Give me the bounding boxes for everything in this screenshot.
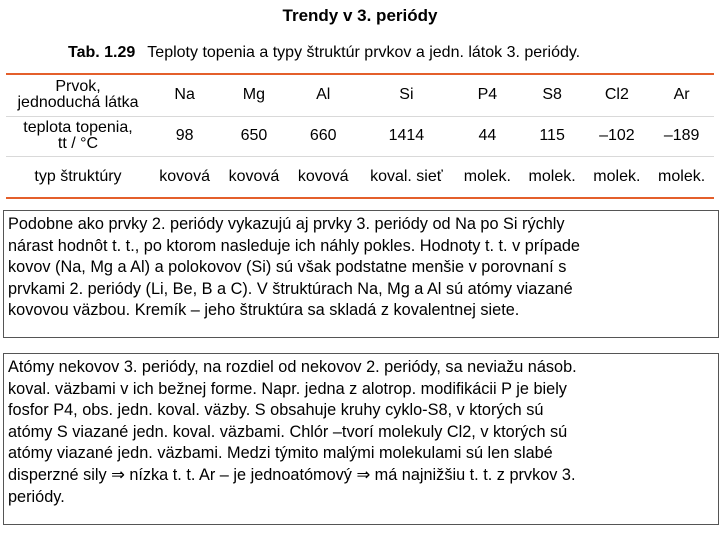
melting-cell: –102 xyxy=(599,127,635,144)
paragraph-line: periódy. xyxy=(8,487,65,506)
table-caption-text: Teploty topenia a typy štruktúr prvkov a jedn. látok 3. periódy. xyxy=(147,44,581,61)
melting-cell: 650 xyxy=(240,127,268,144)
structure-cell: molek. xyxy=(593,167,641,185)
element-cell: Ar xyxy=(673,86,690,104)
element-cell: Si xyxy=(399,86,414,104)
page-title: Trendy v 3. periódy xyxy=(282,6,438,25)
melting-cell: 1414 xyxy=(388,127,425,144)
structure-cell: koval. sieť xyxy=(370,167,443,185)
header-label: Prvok, jednoduchá látka xyxy=(17,78,139,112)
table-header-row xyxy=(6,74,714,116)
structure-cell: molek. xyxy=(528,167,576,185)
element-cell: Na xyxy=(174,86,195,104)
structure-cell: kovová xyxy=(297,167,349,185)
element-cell: P4 xyxy=(477,86,498,104)
table-caption xyxy=(68,44,580,62)
paragraph-line: kovovou väzbou. Kremík – jeho štruktúra sa skladá z kovalentnej siete. xyxy=(8,301,520,320)
paragraph-line: nárast hodnôt t. t., po ktorom nasleduje ich náhly pokles. Hodnoty t. t. v prípade xyxy=(8,236,580,255)
paragraph-line: disperzné sily ⇒ nízka t. t. Ar – je jednoatómový ⇒ má najnižšiu t. t. z prvkov 3. xyxy=(8,465,576,484)
structure-cell: kovová xyxy=(159,167,210,185)
table-row-structure xyxy=(6,156,714,198)
melting-label: teplota topenia, tt / °C xyxy=(23,119,133,152)
melting-point-table xyxy=(6,73,714,199)
paragraph-line: fosfor P4, obs. jedn. koval. väzby. S obsahuje kruhy cyklo-S8, v ktorých sú xyxy=(8,401,544,420)
structure-label: typ štruktúry xyxy=(34,167,122,185)
element-cell: Al xyxy=(316,86,331,104)
paragraph-line: prvkami 2. periódy (Li, Be, B a C). V štruktúrach Na, Mg a Al sú atómy viazané xyxy=(8,279,573,298)
paragraph-line: koval. väzbami v ich bežnej forme. Napr. jedna z alotrop. modifikácii P je biely xyxy=(8,379,567,398)
paragraph-line: Atómy nekovov 3. periódy, na rozdiel od nekovov 2. periódy, sa neviažu násob. xyxy=(8,358,577,376)
table-caption-label: Tab. 1.29 xyxy=(68,44,136,61)
paragraph-line: atómy viazané jedn. väzbami. Medzi týmito malými molekulami sú len slabé xyxy=(8,444,553,463)
paragraph-1 xyxy=(8,214,714,322)
melting-cell: 44 xyxy=(478,127,497,144)
melting-cell: –189 xyxy=(663,127,700,144)
paragraph-line: Podobne ako prvky 2. periódy vykazujú aj prvky 3. periódy od Na po Si rýchly xyxy=(8,215,565,233)
table-row-melting xyxy=(6,116,714,156)
structure-cell: molek. xyxy=(658,167,706,185)
paragraph-2 xyxy=(8,357,714,508)
structure-cell: molek. xyxy=(463,167,511,185)
element-cell: S8 xyxy=(542,86,562,104)
melting-cell: 115 xyxy=(539,127,565,144)
element-cell: Mg xyxy=(242,86,266,104)
paragraph-line: atómy S viazané jedn. koval. väzbami. Chlór –tvorí molekuly Cl2, v ktorých sú xyxy=(8,422,568,441)
melting-cell: 660 xyxy=(309,127,337,144)
structure-cell: kovová xyxy=(228,167,280,185)
paragraph-line: kovov (Na, Mg a Al) a polokovov (Si) sú však podstatne menšie v porovnaní s xyxy=(8,258,567,277)
melting-cell: 98 xyxy=(175,127,194,144)
element-cell: Cl2 xyxy=(604,86,629,104)
